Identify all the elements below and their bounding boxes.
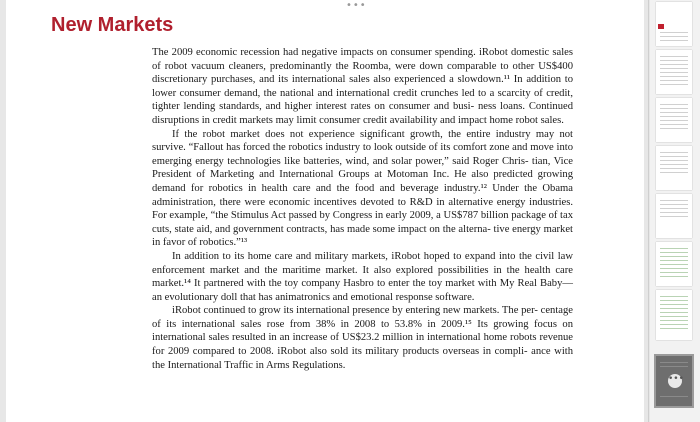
body-text xyxy=(152,46,573,372)
page-thumbnail[interactable] xyxy=(656,98,692,142)
page-thumbnail[interactable] xyxy=(656,290,692,340)
section-title: New Markets xyxy=(51,14,174,36)
page-thumbnail[interactable] xyxy=(656,50,692,94)
document-page xyxy=(6,0,644,422)
page-thumbnail-panel[interactable] xyxy=(650,0,700,422)
panel-divider xyxy=(648,0,649,422)
page-thumbnail[interactable] xyxy=(656,146,692,190)
page-thumbnail[interactable] xyxy=(656,2,692,46)
thumbnail-menu-icon[interactable]: ••• xyxy=(668,374,682,388)
paragraph: If the robot market does not experience significant growth, the entire industry may not survive. “Fallout has forced the robotics industry to look outside of its comfort zone and move into emerging energy technologies like batteries, wind, and solar power,” said Roger Chris- tian, Vice President of Marketing and International Groups at Motoman Inc. He also predicted growing demand for robotics in health care and the food and beverage industry.¹² Under the Obama administration, there were economic incentives devoted to R&D in alternative energy industries. For example, “the Stimulus Act passed by Congress in early 2009, a US$787 billion package of tax cuts, state aid, and government contracts, has made some impact on the alterna- tive energy market in favor of robotics.”¹³ xyxy=(152,128,573,249)
more-options-icon[interactable]: ••• xyxy=(346,0,367,11)
page-thumbnail[interactable] xyxy=(656,242,692,286)
page-thumbnail[interactable] xyxy=(656,194,692,238)
paragraph: In addition to its home care and military markets, iRobot hoped to expand into the civil law enforcement market and the maritime market. It also explored possibilities in the health care market.¹⁴ It partnered with the toy company Hasbro to enter the toy market with My Real Baby—an evolutionary doll that has animatronics and emotional response software. xyxy=(152,250,573,303)
paragraph: iRobot continued to grow its international presence by entering new markets. The per- centage of its international sales rose from 38% in 2008 to 53.8% in 2009.¹⁵ Its growing focus on international sales resulted in an increase of US$23.2 million in international home robots revenue for 2009 compared to 2008. iRobot also sold its military products overseas in compli- ance with the International Traffic in Arms Regulations. xyxy=(152,305,573,371)
paragraph: The 2009 economic recession had negative impacts on consumer spending. iRobot domestic sales of robot vacuum cleaners, predominantly the Roomba, were down comparable to other US$400 discretionary purchases, and its international sales also experienced a slowdown.¹¹ In addition to lower consumer demand, the national and international credit crunches led to a scarcity of credit, tighter lending standards, and higher interest rates on consumer and busi- ness loans. Continued disruptions in credit markets may limit consumer credit availability and impact home robot sales. xyxy=(152,47,573,126)
